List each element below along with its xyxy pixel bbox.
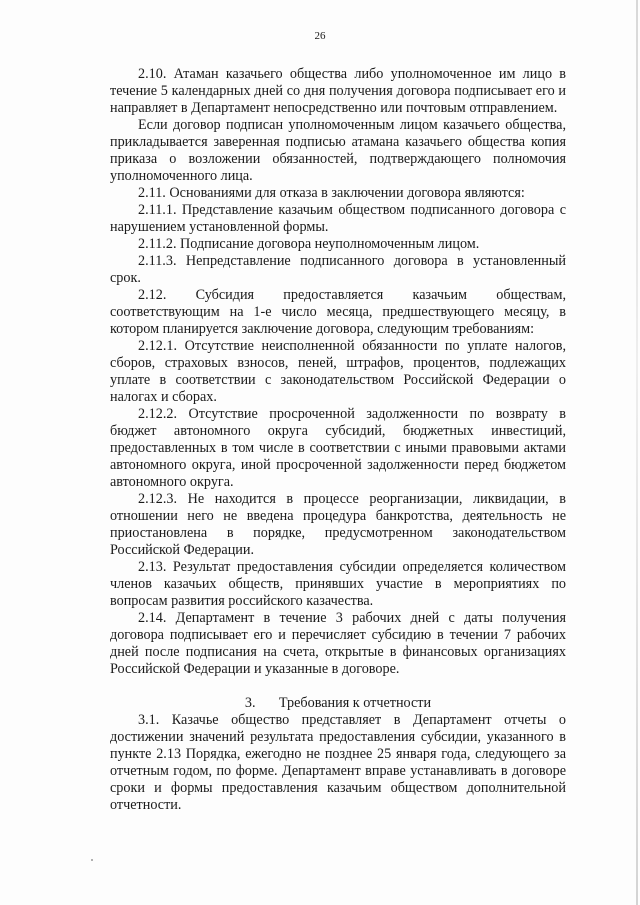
section-number: 3. [244,695,256,711]
paragraph-2-10: 2.10. Атаман казачьего общества либо уполномоченное им лицо в течение 5 календарных дней со дня получения договора подписывает его и направляет в Департамент непосредственно или почтовым отправлением. [110,66,566,116]
section-title: Требования к отчетности [278,695,432,711]
section-heading [110,695,566,712]
paragraph-2-12-1: 2.12.1. Отсутствие неисполненной обязанности по уплате налогов, сборов, страховых взносов, пеней, штрафов, процентов, подлежащих уплате в соответствии с законодательством Российской Федерации о налогах и сборах. [110,338,566,405]
paragraph-2-12-2: 2.12.2. Отсутствие просроченной задолженности по возврату в бюджет автономного округа субсидий, бюджетных инвестиций, предоставленных в том числе в соответствии с иными правовыми актами автономного округа, иной просроченной задолженности перед бюджетом автономного округа. [110,406,566,490]
paragraph-2-13: 2.13. Результат предоставления субсидии определяется количеством членов казачьих обществ, принявших участие в мероприятиях по вопросам развития российского казачества. [110,559,566,609]
paragraph-2-11-2: 2.11.2. Подписание договора неуполномоченным лицом. [138,236,480,252]
paragraph-2-12-3: 2.12.3. Не находится в процессе реорганизации, ликвидации, в отношении него не введена процедура банкротства, деятельность не приостановлена в порядке, предусмотренном законодательством Российской Федерации. [110,491,566,558]
scan-artifact [91,859,93,861]
paragraph-2-11: 2.11. Основаниями для отказа в заключении договора являются: [138,185,525,201]
paragraph-2-14: 2.14. Департамент в течение 3 рабочих дней с даты получения договора подписывает его и перечисляет субсидию в течении 7 рабочих дней после подписания на счета, открытые в финансовых организациях Российской Федерации и указанные в договоре. [110,610,566,677]
paragraph-2-11-1: 2.11.1. Представление казачьим обществом подписанного договора с нарушением установленной формы. [110,202,566,235]
page-number: 26 [314,30,326,42]
paragraph-2-10-note: Если договор подписан уполномоченным лицом казачьего общества, прикладывается заверенная подписью атамана казачьего общества копия приказа о возложении обязанностей, подтверждающего полномочия уполномоченного лица. [110,117,566,184]
paragraph-3-1: 3.1. Казачье общество представляет в Департамент отчеты о достижении значений результата предоставления субсидии, указанного в пункте 2.13 Порядка, ежегодно не позднее 25 января года, следующего за отчетным годом, по форме. Департамент вправе устанавливать в договоре сроки и формы предоставления казачьим обществом дополнительной отчетности. [110,712,566,813]
paragraph-2-12: 2.12. Субсидия предоставляется казачьим обществам, соответствующим на 1-е число месяца, предшествующего месяцу, в котором планируется заключение договора, следующим требованиям: [110,287,566,337]
document-body [110,66,566,814]
paragraph-2-11-3: 2.11.3. Непредставление подписанного договора в установленный срок. [110,253,566,286]
